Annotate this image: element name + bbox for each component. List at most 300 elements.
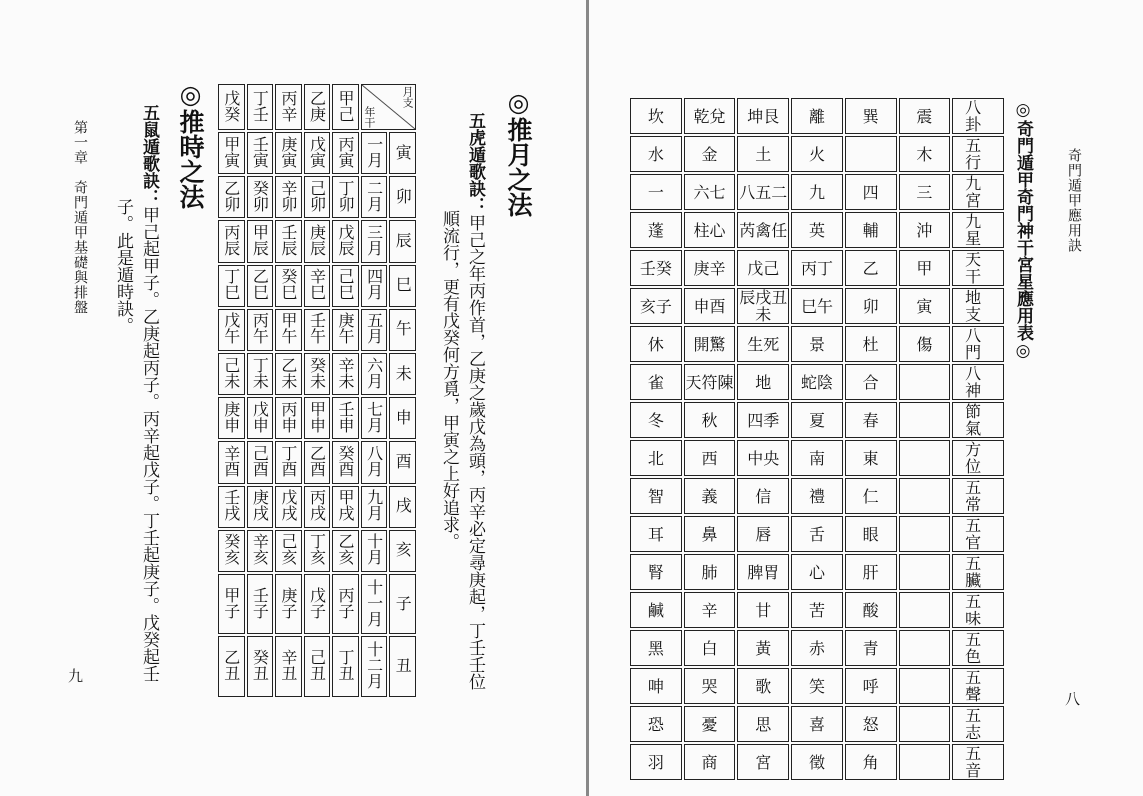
- month-label-text: 八月: [364, 445, 384, 478]
- month-branch-text: 辰: [393, 232, 413, 248]
- star-table-cell: 杜: [845, 326, 897, 362]
- star-table-row-label: 五行: [952, 136, 1004, 172]
- star-table-cell: 笑: [791, 668, 843, 704]
- star-table-row: [630, 744, 1004, 780]
- ganzhi-cell-text: 丙午: [250, 312, 270, 345]
- month-table-row: [218, 176, 416, 218]
- star-table-cell: 西: [684, 440, 736, 476]
- star-table-cell: 中央: [737, 440, 789, 476]
- star-table-cell: 申酉: [684, 288, 736, 324]
- ganzhi-cell: [275, 309, 302, 351]
- month-table-row: [218, 574, 416, 634]
- ganzhi-cell-text: 壬戌: [221, 489, 241, 522]
- star-table-cell: [899, 592, 951, 628]
- book-gutter: [586, 0, 589, 796]
- star-table-row: [630, 516, 1004, 552]
- month-branch: [389, 530, 416, 572]
- ganzhi-cell-text: 丁丑: [336, 649, 356, 682]
- month-table-row: [218, 530, 416, 572]
- month-branch: [389, 132, 416, 174]
- hour-rhyme-line2: 子。此是遁時訣。: [113, 198, 133, 334]
- star-table-cell: 巽: [845, 98, 897, 134]
- ganzhi-cell: [247, 176, 274, 218]
- star-table-cell: 苦: [791, 592, 843, 628]
- star-table-cell: 智: [630, 478, 682, 514]
- ganzhi-cell: [332, 132, 359, 174]
- ganzhi-cell: [218, 441, 245, 483]
- star-table-cell: 冬: [630, 402, 682, 438]
- star-table-cell: 義: [684, 478, 736, 514]
- ganzhi-cell-text: 丁未: [250, 356, 270, 389]
- star-table-cell: 輔: [845, 212, 897, 248]
- corner-year-stem: 年干: [362, 106, 376, 128]
- star-table-cell: [899, 402, 951, 438]
- star-table-row-label: 九星: [952, 212, 1004, 248]
- star-table-cell: 思: [737, 706, 789, 742]
- star-table-cell: [899, 668, 951, 704]
- star-palace-table: [628, 96, 1006, 780]
- ganzhi-cell-text: 戊寅: [307, 135, 327, 168]
- month-label-text: 十一月: [364, 578, 384, 627]
- ganzhi-cell-text: 壬午: [307, 312, 327, 345]
- month-rhyme-title: 五虎遁歌訣：: [465, 112, 485, 214]
- star-table-cell: 休: [630, 326, 682, 362]
- star-table-cell: 亥子: [630, 288, 682, 324]
- ganzhi-cell: [247, 486, 274, 528]
- star-table-cell: 坤艮: [737, 98, 789, 134]
- ganzhi-cell-text: 甲寅: [221, 135, 241, 168]
- year-stem-header: [218, 84, 245, 130]
- star-table-cell: [899, 554, 951, 590]
- corner-month-branch: 月支: [401, 86, 414, 108]
- ganzhi-cell-text: 庚子: [278, 586, 298, 619]
- star-table-cell: 天符陳: [684, 364, 736, 400]
- star-table-cell: 心: [791, 554, 843, 590]
- ganzhi-cell: [218, 397, 245, 439]
- month-branch: [389, 265, 416, 307]
- ganzhi-cell: [332, 574, 359, 634]
- star-table-cell: 羽: [630, 744, 682, 780]
- star-table-cell: 黃: [737, 630, 789, 666]
- ganzhi-cell: [332, 309, 359, 351]
- star-table-row: [630, 212, 1004, 248]
- star-table-row-label: 五官: [952, 516, 1004, 552]
- star-table-cell: 甲: [899, 250, 951, 286]
- month-branch: [389, 636, 416, 697]
- star-table-cell: 坎: [630, 98, 682, 134]
- star-table-row-label: 八卦: [952, 98, 1004, 134]
- star-table-cell: 卯: [845, 288, 897, 324]
- month-table-header-row: [218, 84, 416, 130]
- star-table-row-label: 五色: [952, 630, 1004, 666]
- ganzhi-cell-text: 癸亥: [221, 533, 241, 566]
- ganzhi-cell: [218, 176, 245, 218]
- star-table-cell: 壬癸: [630, 250, 682, 286]
- month-label-text: 十月: [364, 533, 384, 566]
- ganzhi-cell-text: 癸丑: [250, 649, 270, 682]
- star-table-cell: [899, 440, 951, 476]
- star-table-cell: [899, 516, 951, 552]
- ganzhi-cell: [275, 132, 302, 174]
- month-branch-text: 未: [393, 364, 413, 381]
- ganzhi-cell: [304, 265, 331, 307]
- ganzhi-cell-text: 癸卯: [250, 179, 270, 212]
- ganzhi-cell: [218, 132, 245, 174]
- ganzhi-cell: [218, 220, 245, 262]
- star-table-cell: 合: [845, 364, 897, 400]
- star-table-cell: 一: [630, 174, 682, 210]
- star-table-row: [630, 630, 1004, 666]
- month-branch: [389, 176, 416, 218]
- month-label: [361, 309, 388, 351]
- ganzhi-cell-text: 丙申: [278, 400, 298, 433]
- star-table-cell: 北: [630, 440, 682, 476]
- hour-method-heading: ◎推時之法: [176, 80, 205, 209]
- ganzhi-cell-text: 戊申: [250, 400, 270, 433]
- month-branch-text: 亥: [393, 541, 413, 558]
- month-branch-text: 子: [393, 594, 413, 611]
- ganzhi-cell: [332, 441, 359, 483]
- ganzhi-cell-text: 庚申: [221, 400, 241, 433]
- star-table-cell: 三: [899, 174, 951, 210]
- star-table-cell: 景: [791, 326, 843, 362]
- star-table-row: [630, 478, 1004, 514]
- month-rhyme-line1: [462, 112, 488, 690]
- star-table-cell: 秋: [684, 402, 736, 438]
- ganzhi-cell: [247, 397, 274, 439]
- ganzhi-cell: [275, 397, 302, 439]
- month-table-corner: [361, 84, 416, 130]
- star-table-row-label: 五音: [952, 744, 1004, 780]
- ganzhi-cell: [304, 353, 331, 395]
- star-table-row: [630, 250, 1004, 286]
- month-label: [361, 132, 388, 174]
- month-table-row: [218, 220, 416, 262]
- month-label-text: 五月: [364, 312, 384, 345]
- ganzhi-cell: [247, 353, 274, 395]
- star-table-cell: 徵: [791, 744, 843, 780]
- month-label: [361, 441, 388, 483]
- star-table-row-label: 方位: [952, 440, 1004, 476]
- month-label-text: 七月: [364, 400, 384, 433]
- star-table-cell: 離: [791, 98, 843, 134]
- star-table-row: [630, 364, 1004, 400]
- ganzhi-cell: [247, 220, 274, 262]
- ganzhi-cell-text: 庚寅: [278, 135, 298, 168]
- ganzhi-cell-text: 癸酉: [336, 445, 356, 478]
- month-branch: [389, 309, 416, 351]
- star-table-title: ◎奇門遁甲奇門神干宮星應用表◎: [1013, 100, 1033, 361]
- year-stem-header-text: 戊癸: [221, 89, 241, 122]
- star-table-cell: 傷: [899, 326, 951, 362]
- star-table-cell: 赤: [791, 630, 843, 666]
- star-table-cell: 歌: [737, 668, 789, 704]
- ganzhi-cell: [304, 397, 331, 439]
- month-label-text: 三月: [364, 224, 384, 256]
- star-table-cell: 乾兌: [684, 98, 736, 134]
- ganzhi-cell: [218, 574, 245, 634]
- ganzhi-cell: [332, 397, 359, 439]
- ganzhi-cell: [332, 220, 359, 262]
- ganzhi-cell: [275, 441, 302, 483]
- star-table-row: [630, 554, 1004, 590]
- month-branch: [389, 397, 416, 439]
- year-stem-header: [332, 84, 359, 130]
- month-branch-text: 丑: [393, 657, 413, 674]
- ganzhi-cell-text: 甲午: [278, 312, 298, 345]
- star-table-cell: 柱心: [684, 212, 736, 248]
- ganzhi-cell: [304, 530, 331, 572]
- month-branch-text: 申: [393, 408, 413, 425]
- star-table-cell: 九: [791, 174, 843, 210]
- ganzhi-cell: [275, 353, 302, 395]
- year-stem-header-text: 乙庚: [307, 89, 327, 122]
- ganzhi-cell-text: 丁卯: [336, 179, 356, 212]
- star-table-cell: [899, 478, 951, 514]
- ganzhi-cell: [218, 265, 245, 307]
- ganzhi-cell-text: 丁酉: [278, 445, 298, 478]
- month-label-text: 十二月: [364, 641, 384, 690]
- month-label-text: 二月: [364, 179, 384, 212]
- star-table-cell: 金: [684, 136, 736, 172]
- star-table: [628, 96, 1006, 782]
- year-stem-header-text: 丙辛: [278, 89, 298, 122]
- star-table-cell: 黑: [630, 630, 682, 666]
- month-stem-table: [216, 82, 418, 699]
- ganzhi-cell-text: 乙卯: [221, 179, 241, 212]
- star-table-row: [630, 706, 1004, 742]
- star-table-cell: 蛇陰: [791, 364, 843, 400]
- ganzhi-cell: [218, 530, 245, 572]
- month-label: [361, 574, 388, 634]
- ganzhi-cell-text: 辛酉: [221, 445, 241, 478]
- ganzhi-cell: [218, 636, 245, 697]
- ganzhi-cell: [218, 353, 245, 395]
- star-table-row-label: 天干: [952, 250, 1004, 286]
- month-branch-text: 酉: [393, 453, 413, 470]
- ganzhi-cell: [247, 132, 274, 174]
- star-table-cell: 英: [791, 212, 843, 248]
- ganzhi-cell-text: 辛亥: [250, 533, 270, 566]
- month-table-row: [218, 441, 416, 483]
- month-branch: [389, 220, 416, 262]
- star-table-cell: 唇: [737, 516, 789, 552]
- star-table-cell: 甘: [737, 592, 789, 628]
- star-table-row-label: 五味: [952, 592, 1004, 628]
- ganzhi-cell: [332, 176, 359, 218]
- star-table-cell: 哭: [684, 668, 736, 704]
- ganzhi-cell-text: 丙辰: [221, 224, 241, 256]
- left-page-number: 九: [68, 667, 84, 685]
- star-table-cell: [899, 744, 951, 780]
- ganzhi-cell-text: 丁亥: [307, 533, 327, 566]
- ganzhi-cell: [332, 530, 359, 572]
- star-table-cell: 丙丁: [791, 250, 843, 286]
- right-page-number: 八: [1065, 690, 1081, 708]
- month-branch: [389, 486, 416, 528]
- star-table-row: [630, 402, 1004, 438]
- star-table-cell: 恐: [630, 706, 682, 742]
- month-rhyme-text1: 甲己之年丙作首，乙庚之歲戊為頭，丙辛必定尋庚起，丁壬壬位: [465, 214, 485, 690]
- ganzhi-cell: [304, 176, 331, 218]
- ganzhi-cell: [247, 574, 274, 634]
- ganzhi-cell-text: 壬辰: [278, 224, 298, 256]
- month-label-text: 四月: [364, 268, 384, 301]
- ganzhi-cell: [275, 486, 302, 528]
- ganzhi-cell: [304, 441, 331, 483]
- month-label: [361, 353, 388, 395]
- star-table-row-label: 八門: [952, 326, 1004, 362]
- ganzhi-cell-text: 己卯: [307, 179, 327, 212]
- month-branch: [389, 441, 416, 483]
- star-table-cell: 春: [845, 402, 897, 438]
- ganzhi-cell-text: 戊戌: [278, 489, 298, 522]
- year-stem-header: [275, 84, 302, 130]
- star-table-row-label: 五常: [952, 478, 1004, 514]
- month-method-heading: ◎推月之法: [504, 88, 533, 217]
- ganzhi-cell-text: 己巳: [336, 268, 356, 301]
- star-table-cell: 芮禽任: [737, 212, 789, 248]
- ganzhi-cell-text: 乙巳: [250, 268, 270, 301]
- star-table-row: [630, 326, 1004, 362]
- month-table-row: [218, 132, 416, 174]
- ganzhi-cell-text: 戊辰: [336, 224, 356, 256]
- month-branch-text: 戌: [393, 497, 413, 514]
- star-table-row-label: 八神: [952, 364, 1004, 400]
- ganzhi-cell-text: 辛未: [336, 356, 356, 389]
- star-table-row-label: 地支: [952, 288, 1004, 324]
- ganzhi-cell: [247, 636, 274, 697]
- star-table-cell: 八五二: [737, 174, 789, 210]
- star-table-cell: 肝: [845, 554, 897, 590]
- ganzhi-cell-text: 乙亥: [336, 533, 356, 566]
- star-table-cell: 夏: [791, 402, 843, 438]
- star-table-cell: 白: [684, 630, 736, 666]
- ganzhi-cell-text: 乙酉: [307, 445, 327, 478]
- star-table-row: [630, 174, 1004, 210]
- ganzhi-cell-text: 甲申: [307, 400, 327, 433]
- month-label-text: 一月: [364, 135, 384, 168]
- year-stem-header: [304, 84, 331, 130]
- star-table-cell: 六七: [684, 174, 736, 210]
- ganzhi-cell: [304, 220, 331, 262]
- star-table-cell: 鼻: [684, 516, 736, 552]
- ganzhi-cell: [247, 309, 274, 351]
- ganzhi-cell-text: 戊午: [221, 312, 241, 345]
- ganzhi-cell-text: 壬寅: [250, 135, 270, 168]
- star-table-cell: 地: [737, 364, 789, 400]
- ganzhi-cell-text: 甲子: [221, 586, 241, 619]
- star-table-cell: 震: [899, 98, 951, 134]
- month-branch-text: 卯: [393, 187, 413, 204]
- star-table-cell: 寅: [899, 288, 951, 324]
- star-table-cell: 生死: [737, 326, 789, 362]
- star-table-cell: 四季: [737, 402, 789, 438]
- hour-rhyme-line1: [136, 104, 162, 682]
- ganzhi-cell-text: 辛巳: [307, 268, 327, 301]
- ganzhi-cell-text: 乙丑: [221, 649, 241, 682]
- star-table-cell: 雀: [630, 364, 682, 400]
- ganzhi-cell: [332, 486, 359, 528]
- star-table-row: [630, 136, 1004, 172]
- month-label: [361, 636, 388, 697]
- star-table-cell: 辰戌丑未: [739, 288, 788, 324]
- star-table-cell: 禮: [791, 478, 843, 514]
- star-table-cell: 青: [845, 630, 897, 666]
- ganzhi-cell: [247, 265, 274, 307]
- star-table-cell: 舌: [791, 516, 843, 552]
- ganzhi-cell-text: 壬子: [250, 586, 270, 619]
- ganzhi-cell: [304, 574, 331, 634]
- ganzhi-cell-text: 庚辰: [307, 224, 327, 256]
- star-table-cell: 蓬: [630, 212, 682, 248]
- star-table-cell: [899, 706, 951, 742]
- star-table-cell: 沖: [899, 212, 951, 248]
- star-table-cell: 木: [899, 136, 951, 172]
- month-table-row: [218, 309, 416, 351]
- star-table-cell: 眼: [845, 516, 897, 552]
- star-table-cell: 仁: [845, 478, 897, 514]
- right-running-head: 奇門遁甲應用訣: [1066, 148, 1082, 253]
- month-table-row: [218, 265, 416, 307]
- month-table: [216, 82, 418, 699]
- ganzhi-cell: [304, 486, 331, 528]
- star-table-cell: 開驚: [684, 326, 736, 362]
- star-table-cell: 呼: [845, 668, 897, 704]
- star-table-cell: 憂: [684, 706, 736, 742]
- star-table-cell: 乙: [845, 250, 897, 286]
- ganzhi-cell: [304, 636, 331, 697]
- ganzhi-cell-text: 癸未: [307, 356, 327, 389]
- month-table-row: [218, 486, 416, 528]
- star-table-row-label: 節氣: [952, 402, 1004, 438]
- ganzhi-cell-text: 辛卯: [278, 179, 298, 212]
- month-label-text: 六月: [364, 356, 384, 389]
- star-table-cell: [899, 630, 951, 666]
- star-table-cell: 水: [630, 136, 682, 172]
- star-table-row: [630, 592, 1004, 628]
- ganzhi-cell: [275, 574, 302, 634]
- star-table-row: [630, 98, 1004, 134]
- star-table-row-label: 五臟: [952, 554, 1004, 590]
- star-table-row: [630, 668, 1004, 704]
- month-branch: [389, 574, 416, 634]
- star-table-cell: [899, 364, 951, 400]
- month-table-row: [218, 353, 416, 395]
- star-table-cell: 肺: [684, 554, 736, 590]
- star-table-cell: 脾胃: [737, 554, 789, 590]
- ganzhi-cell: [247, 441, 274, 483]
- hour-rhyme-text1: 甲己起甲子。乙庚起丙子。丙辛起戊子。丁壬起庚子。戊癸起壬: [139, 206, 159, 682]
- star-table-cell: 怒: [845, 706, 897, 742]
- month-branch-text: 寅: [393, 143, 413, 160]
- ganzhi-cell: [304, 309, 331, 351]
- ganzhi-cell: [304, 132, 331, 174]
- ganzhi-cell: [332, 353, 359, 395]
- star-table-row: [630, 440, 1004, 476]
- ganzhi-cell: [275, 636, 302, 697]
- star-table-cell: 火: [791, 136, 843, 172]
- star-table-cell: 鹹: [630, 592, 682, 628]
- year-stem-header: [247, 84, 274, 130]
- ganzhi-cell-text: 己酉: [250, 445, 270, 478]
- month-table-row: [218, 397, 416, 439]
- ganzhi-cell-text: 庚午: [336, 312, 356, 345]
- ganzhi-cell: [275, 530, 302, 572]
- ganzhi-cell-text: 甲戌: [336, 489, 356, 522]
- month-label: [361, 397, 388, 439]
- ganzhi-cell-text: 戊子: [307, 586, 327, 619]
